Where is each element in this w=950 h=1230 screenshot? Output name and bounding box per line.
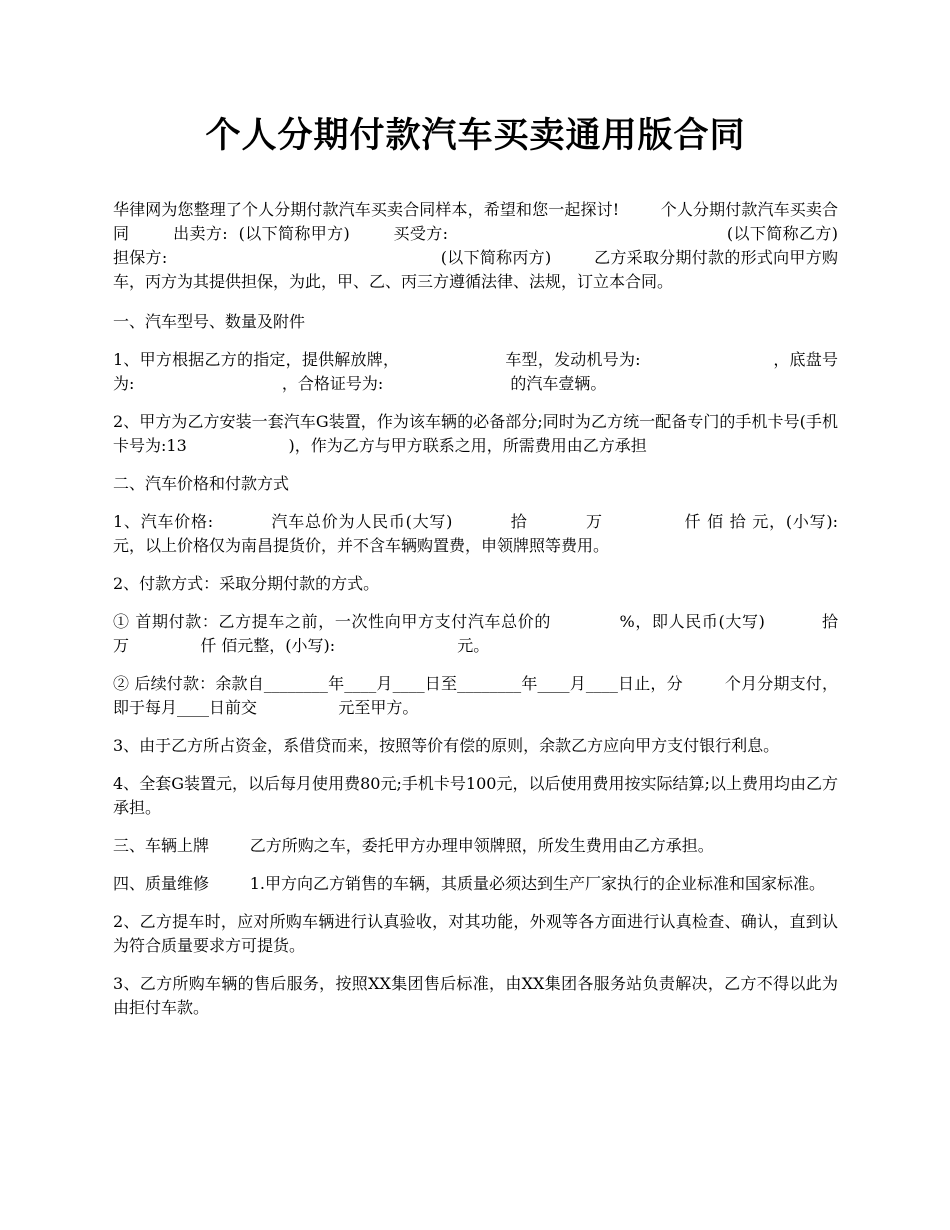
section-heading-2: 二、汽车价格和付款方式 xyxy=(113,474,290,493)
clause-2-3: 3、由于乙方所占资金，系借贷而来，按照等价有偿的原则，余款乙方应向甲方支付银行利息。 xyxy=(113,736,780,755)
clause-4-2: 2、乙方提车时，应对所购车辆进行认真验收，对其功能，外观等各方面进行认真检查、确认，直到认为符合质量要求方可提货。 xyxy=(113,912,838,955)
clause-2-4: 4、全套G装置元，以后每月使用费80元;手机卡号100元，以后使用费用按实际结算;以上费用均由乙方承担。 xyxy=(113,774,838,817)
clause-1-1: 1、甲方根据乙方的指定，提供解放牌， 车型，发动机号为: ，底盘号为: ，合格证号为: 的汽车壹辆。 xyxy=(113,350,838,393)
clause-2-2-later-payment: ② 后续付款：余款自________年____月____日至________年____月____日止，分 个月分期支付，即于每月____日前交 元至甲方。 xyxy=(113,674,838,717)
clause-2-2: 2、付款方式：采取分期付款的方式。 xyxy=(113,574,380,593)
clause-1-2: 2、甲方为乙方安装一套汽车G装置，作为该车辆的必备部分;同时为乙方统一配备专门的手机卡号(手机卡号为:13 )，作为乙方与甲方联系之用，所需费用由乙方承担 xyxy=(113,412,838,455)
section-3: 三、车辆上牌 乙方所购之车，委托甲方办理申领牌照，所发生费用由乙方承担。 xyxy=(113,836,714,855)
clause-4-3: 3、乙方所购车辆的售后服务，按照XX集团售后标准，由XX集团各服务站负责解决，乙方不得以此为由拒付车款。 xyxy=(113,974,838,1017)
section-4: 四、质量维修 1.甲方向乙方销售的车辆，其质量必须达到生产厂家执行的企业标准和国家标准。 xyxy=(113,874,825,893)
clause-2-2-first-payment: ① 首期付款：乙方提车之前，一次性向甲方支付汽车总价的 %，即人民币(大写) 拾 万 仟 佰元整，(小写): 元。 xyxy=(113,612,889,655)
document-page xyxy=(113,110,889,1034)
intro-paragraph: 华律网为您整理了个人分期付款汽车买卖合同样本，希望和您一起探讨! 个人分期付款汽车买卖合同 出卖方: (以下简称甲方) 买受方: (以下简称乙方) 担保方: (以下简称丙方) 乙方采取分期付款的形式向甲方购车，丙方为其提供担保，为此，甲、乙、丙三方遵循法律、法规，订立本合同。 xyxy=(113,200,879,291)
section-heading-1: 一、汽车型号、数量及附件 xyxy=(113,312,306,331)
clause-2-1: 1、汽车价格: 汽车总价为人民币(大写) 拾 万 仟 佰 拾 元，(小写): 元，以上价格仅为南昌提货价，并不含车辆购置费，申领牌照等费用。 xyxy=(113,512,889,555)
document-title: 个人分期付款汽车买卖通用版合同 xyxy=(205,115,746,156)
